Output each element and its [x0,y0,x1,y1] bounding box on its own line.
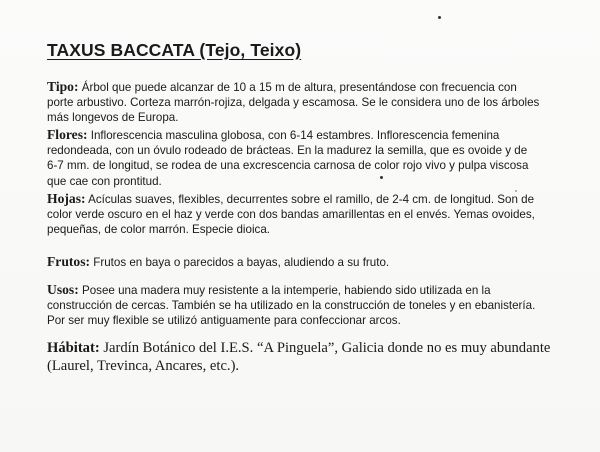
scan-speck [515,190,517,192]
section-text-usos: Posee una madera muy resistente a la intemperie, habiendo sido utilizada en la construcción de cercas. También se ha utilizado en la construcción de toneles y en ebanistería. Por ser muy flexible se utilizó antiguamente para confeccionar arcos. [47,284,536,328]
section-label-flores: Flores: [47,127,88,142]
section-text-frutos: Frutos en baya o parecidos a bayas, aludiendo a su fruto. [93,256,390,269]
section-tipo [47,79,567,126]
scan-speck [438,16,441,19]
section-label-tipo: Tipo: [47,79,79,94]
section-usos [47,282,567,329]
section-frutos [47,254,567,270]
section-text-flores: Inflorescencia masculina globosa, con 6-14 estambres. Inflorescencia femenina redondeada, con un óvulo rodeado de brácteas. En la madurez la semilla, que es ovoide y de 6-7 mm. de longitud, se rodea de una excrescencia carnosa de color rojo vivo y pulpa viscosa que cae con prontitud. [47,129,529,188]
section-hojas [47,191,567,238]
section-label-usos: Usos: [47,282,79,297]
section-text-habitat: Jardín Botánico del I.E.S. “A Pinguela”, Galicia donde no es muy abundante (Laurel, Trevinca, Ancares, etc.). [47,340,551,374]
section-label-habitat: Hábitat: [47,340,100,356]
section-text-hojas: Acículas suaves, flexibles, decurrentes sobre el ramillo, de 2-4 cm. de longitud. Son de color verde oscuro en el haz y verde con dos bandas amarillentas en el envés. Yemas ovoides, pequeñas, de color marrón. Especie dioica. [47,193,535,237]
section-label-frutos: Frutos: [47,254,91,269]
section-habitat [47,339,567,375]
scan-speck [380,176,383,179]
section-flores [47,127,567,189]
section-label-hojas: Hojas: [47,191,86,206]
section-text-tipo: Árbol que puede alcanzar de 10 a 15 m de altura, presentándose con frecuencia con porte arbustivo. Corteza marrón-rojiza, delgada y escamosa. Se le considera uno de los árboles más longevos de Europa. [47,81,540,125]
page-title: TAXUS BACCATA (Tejo, Teixo) [47,40,302,60]
